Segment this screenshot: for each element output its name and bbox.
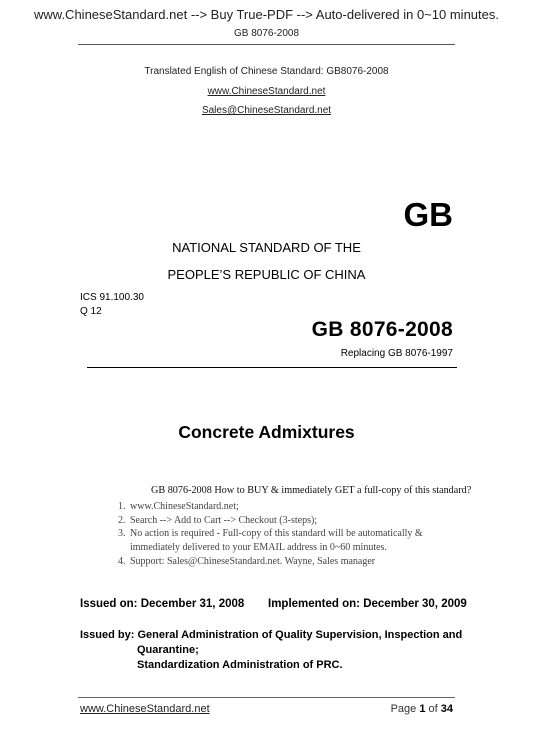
step-text: Support: Sales@ChineseStandard.net. Wayne, Sales manager bbox=[130, 555, 376, 567]
issuer-line1: Issued by: General Administration of Quality Supervision, Inspection and bbox=[80, 629, 463, 641]
translation-note: Translated English of Chinese Standard: GB8076-2008 bbox=[144, 66, 389, 77]
step-text: www.ChineseStandard.net; bbox=[130, 500, 239, 512]
national-standard-line1: NATIONAL STANDARD OF THE bbox=[172, 240, 361, 255]
header-divider bbox=[78, 44, 455, 45]
translation-website-link-wrap bbox=[0, 86, 533, 97]
issuer-block bbox=[80, 628, 462, 673]
page-prefix: Page bbox=[390, 703, 420, 715]
footer-divider bbox=[78, 697, 455, 698]
step-number: 4. bbox=[118, 555, 126, 567]
step-text: immediately delivered to your EMAIL address in 0~60 minutes. bbox=[130, 542, 387, 554]
step-text: No action is required - Full-copy of this standard will be automatically & bbox=[130, 528, 423, 540]
issued-date: Issued on: December 31, 2008 bbox=[80, 598, 245, 610]
buy-instructions bbox=[118, 484, 471, 569]
replacing-note: Replacing GB 8076-1997 bbox=[340, 348, 453, 359]
list-item bbox=[118, 527, 471, 541]
page-current: 1 bbox=[419, 703, 426, 715]
email-link[interactable]: Sales@ChineseStandard.net bbox=[201, 105, 332, 116]
step-number: 1. bbox=[118, 500, 126, 512]
issuer-line3: Standardization Administration of PRC. bbox=[137, 659, 343, 671]
list-item bbox=[130, 541, 471, 555]
gb-mark: GB bbox=[403, 196, 453, 233]
page-total: 34 bbox=[440, 703, 453, 715]
footer-website-wrap bbox=[80, 703, 210, 715]
step-number: 3. bbox=[118, 528, 126, 540]
buy-steps-list bbox=[118, 500, 471, 569]
step-text: Search --> Add to Cart --> Checkout (3-steps); bbox=[130, 514, 318, 526]
header-banner: www.ChineseStandard.net --> Buy True-PDF --> Auto-delivered in 0~10 minutes. bbox=[34, 7, 499, 22]
implemented-date: Implemented on: December 30, 2009 bbox=[268, 598, 467, 610]
header-standard-code: GB 8076-2008 bbox=[233, 28, 300, 39]
page-of: of bbox=[425, 703, 441, 715]
footer-website-link[interactable]: www.ChineseStandard.net bbox=[80, 703, 210, 715]
ics-code: ICS 91.100.30 bbox=[80, 292, 144, 303]
q-code: Q 12 bbox=[80, 306, 102, 317]
list-item bbox=[118, 555, 471, 569]
step-number: 2. bbox=[118, 514, 126, 526]
document-title: Concrete Admixtures bbox=[178, 422, 355, 442]
page-number bbox=[391, 703, 453, 715]
buy-heading: GB 8076-2008 How to BUY & immediately GET a full-copy of this standard? bbox=[151, 485, 472, 496]
translation-email-link-wrap bbox=[0, 105, 533, 116]
national-standard-line2: PEOPLE’S REPUBLIC OF CHINA bbox=[167, 267, 366, 282]
issuer-line2: Quarantine; bbox=[137, 644, 199, 656]
cover-divider bbox=[87, 367, 457, 368]
list-item bbox=[118, 514, 471, 528]
list-item bbox=[118, 500, 471, 514]
standard-number: GB 8076-2008 bbox=[311, 318, 453, 341]
website-link[interactable]: www.ChineseStandard.net bbox=[207, 86, 326, 97]
